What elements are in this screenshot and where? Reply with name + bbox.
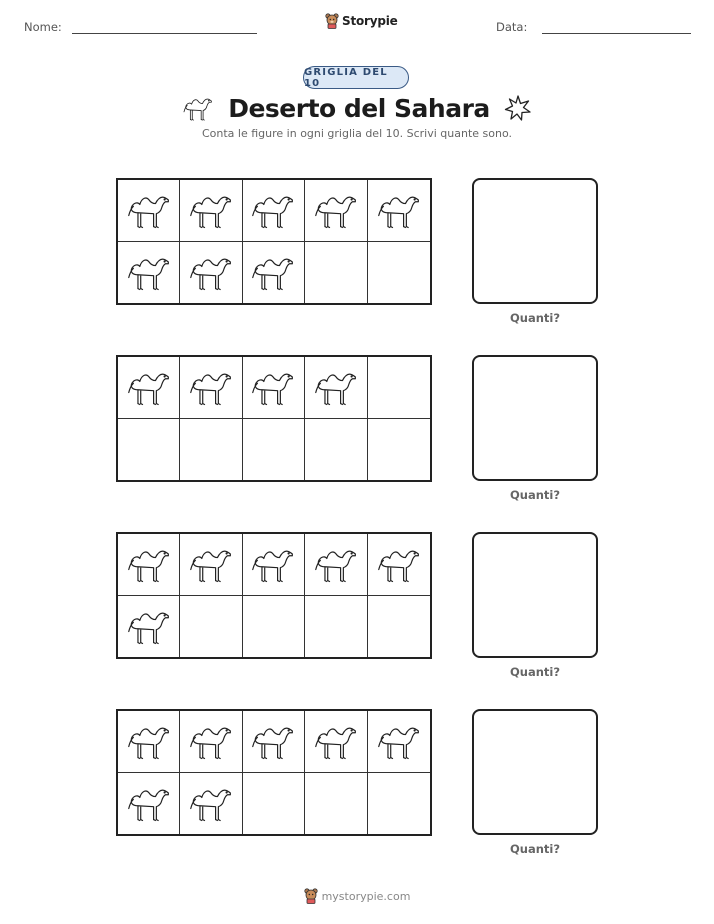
- camel-icon: [126, 782, 172, 824]
- ten-frame-cell: [305, 180, 367, 242]
- ten-frame-cell: [243, 773, 305, 835]
- camel-icon: [126, 251, 172, 293]
- camel-icon: [313, 189, 359, 231]
- ten-frame-cell: [305, 357, 367, 419]
- camel-icon: [250, 543, 296, 585]
- ten-frame-cell: [243, 242, 305, 304]
- camel-icon: [182, 94, 214, 122]
- ten-frame-cell: [368, 596, 430, 658]
- star-icon: [504, 94, 532, 122]
- camel-icon: [188, 782, 234, 824]
- ten-frame-cell: [368, 357, 430, 419]
- ten-frame-cell: [305, 773, 367, 835]
- ten-frame-1: [116, 178, 432, 305]
- ten-frame-cell: [118, 242, 180, 304]
- camel-icon: [250, 189, 296, 231]
- page-title-row: [150, 88, 564, 128]
- ten-frame-cell: [243, 711, 305, 773]
- ten-frame-cell: [118, 711, 180, 773]
- camel-icon: [188, 543, 234, 585]
- camel-icon: [126, 543, 172, 585]
- answer-label: Quanti?: [509, 311, 561, 325]
- camel-icon: [313, 720, 359, 762]
- ten-frame-3: [116, 532, 432, 659]
- ten-frame-cell: [305, 711, 367, 773]
- camel-icon: [250, 366, 296, 408]
- answer-label: Quanti?: [509, 665, 561, 679]
- camel-icon: [188, 720, 234, 762]
- brand-name: Storypie: [342, 14, 398, 28]
- ten-frame-cell: [368, 242, 430, 304]
- ten-frame-2: [116, 355, 432, 482]
- footer-url: mystorypie.com: [321, 889, 411, 903]
- bear-icon: [325, 13, 339, 29]
- ten-frame-cell: [118, 180, 180, 242]
- ten-frame-cell: [305, 534, 367, 596]
- ten-frame-cell: [243, 534, 305, 596]
- answer-label: Quanti?: [509, 842, 561, 856]
- ten-frame-cell: [180, 242, 242, 304]
- ten-frame-cell: [180, 419, 242, 481]
- camel-icon: [188, 189, 234, 231]
- date-line[interactable]: [542, 33, 691, 34]
- ten-frame-cell: [180, 357, 242, 419]
- ten-frame-cell: [180, 180, 242, 242]
- ten-frame-cell: [305, 419, 367, 481]
- ten-frame-cell: [118, 357, 180, 419]
- camel-icon: [126, 720, 172, 762]
- ten-frame-cell: [118, 534, 180, 596]
- ten-frame-cell: [368, 180, 430, 242]
- footer: [0, 886, 714, 906]
- ten-frame-cell: [368, 773, 430, 835]
- date-label: Data:: [496, 20, 528, 34]
- camel-icon: [188, 366, 234, 408]
- ten-frame-cell: [180, 773, 242, 835]
- worksheet-badge: GRIGLIA DEL 10: [303, 66, 409, 89]
- ten-frame-cell: [368, 419, 430, 481]
- ten-frame-cell: [305, 242, 367, 304]
- ten-frame-cell: [243, 596, 305, 658]
- ten-frame-cell: [118, 596, 180, 658]
- page-title: Deserto del Sahara: [228, 93, 490, 123]
- ten-frame-cell: [118, 419, 180, 481]
- ten-frame-cell: [180, 711, 242, 773]
- ten-frame-cell: [243, 180, 305, 242]
- ten-frame-cell: [118, 773, 180, 835]
- camel-icon: [376, 720, 422, 762]
- camel-icon: [126, 189, 172, 231]
- name-label: Nome:: [24, 20, 62, 34]
- instructions: Conta le figure in ogni griglia del 10. Scrivi quante sono.: [201, 127, 512, 140]
- answer-box-4[interactable]: [472, 709, 598, 835]
- bear-icon: [304, 888, 318, 904]
- ten-frame-cell: [180, 596, 242, 658]
- camel-icon: [250, 720, 296, 762]
- brand-logo: [325, 13, 398, 29]
- camel-icon: [126, 605, 172, 647]
- camel-icon: [376, 543, 422, 585]
- camel-icon: [188, 251, 234, 293]
- answer-box-2[interactable]: [472, 355, 598, 481]
- ten-frame-cell: [305, 596, 367, 658]
- answer-label: Quanti?: [509, 488, 561, 502]
- ten-frame-cell: [180, 534, 242, 596]
- ten-frame-4: [116, 709, 432, 836]
- ten-frame-cell: [243, 419, 305, 481]
- camel-icon: [126, 366, 172, 408]
- answer-box-3[interactable]: [472, 532, 598, 658]
- ten-frame-cell: [368, 711, 430, 773]
- camel-icon: [250, 251, 296, 293]
- answer-box-1[interactable]: [472, 178, 598, 304]
- camel-icon: [313, 543, 359, 585]
- ten-frame-cell: [243, 357, 305, 419]
- camel-icon: [313, 366, 359, 408]
- name-line[interactable]: [72, 33, 257, 34]
- camel-icon: [376, 189, 422, 231]
- ten-frame-cell: [368, 534, 430, 596]
